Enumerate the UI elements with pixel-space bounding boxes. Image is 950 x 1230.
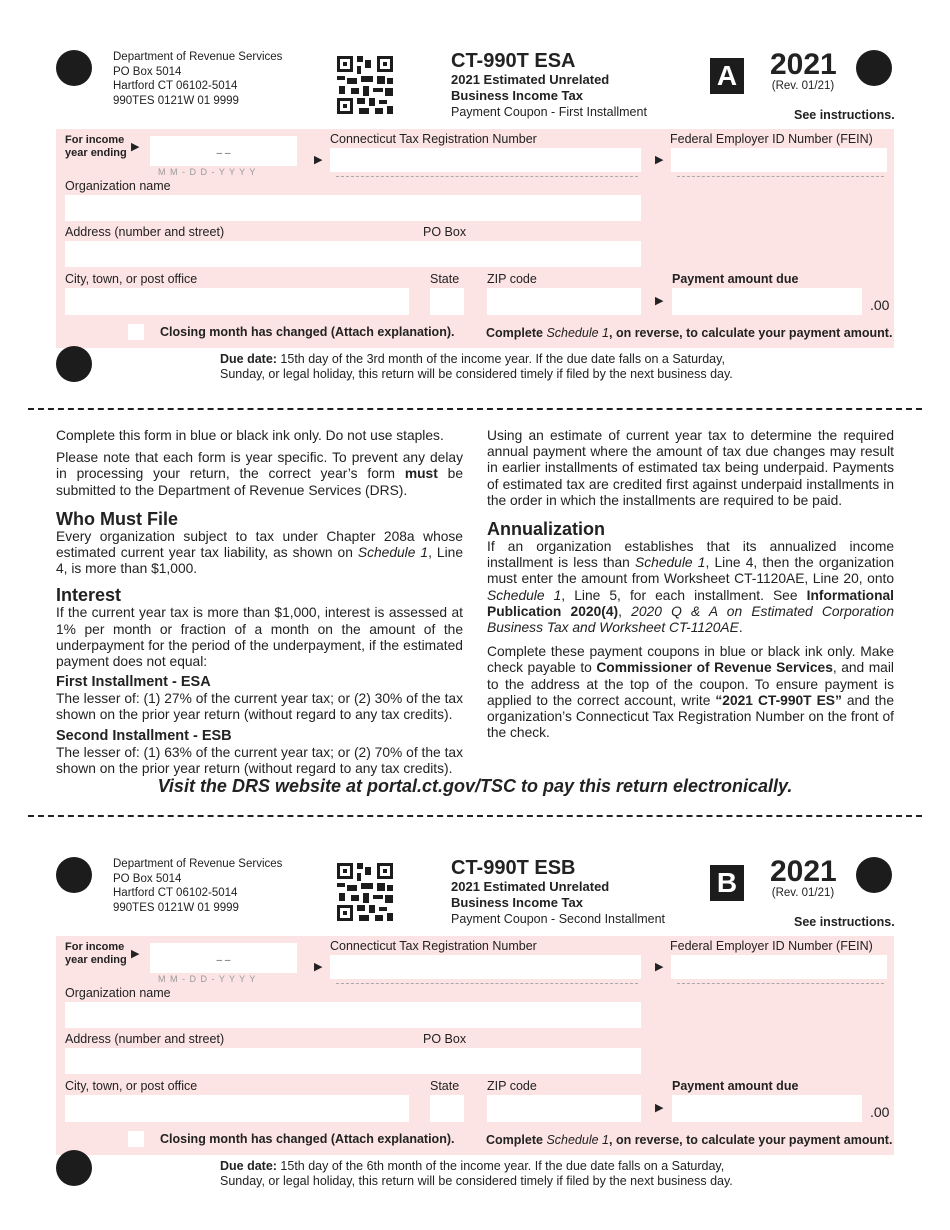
payment-amount-label: Payment amount due [672, 1079, 799, 1093]
visit-website-link[interactable]: Visit the DRS website at portal.ct.gov/TSC to pay this return electronically. [157, 776, 793, 796]
address-label: Address (number and street) [65, 225, 225, 239]
form-header [451, 50, 647, 120]
registration-dot [56, 50, 92, 86]
org-name-input[interactable] [65, 195, 641, 221]
payment-amount-input[interactable] [672, 288, 862, 315]
zip-input[interactable] [487, 1095, 641, 1122]
mailing-address [113, 857, 282, 915]
form-subtitle-2: Business Income Tax [451, 88, 583, 103]
state-input[interactable] [430, 288, 464, 315]
closing-month-checkbox[interactable] [128, 324, 144, 340]
fein-input[interactable] [671, 955, 887, 979]
state-label: State [430, 272, 460, 286]
income-year-label: For income year ending [65, 134, 127, 159]
field-underline [336, 983, 638, 984]
org-name-label: Organization name [65, 986, 171, 1000]
form-subtitle-2: Business Income Tax [451, 895, 583, 910]
city-label: City, town, or post office [65, 272, 198, 286]
form-header [451, 857, 665, 927]
address-input[interactable] [65, 1048, 641, 1074]
city-label: City, town, or post office [65, 1079, 198, 1093]
see-instructions: See instructions. [794, 915, 895, 929]
who-must-file-text: Every organization subject to tax under Chapter 208a whose estimated current year tax liability, as shown on Schedule 1, Line 4, is more than $1,000. [56, 528, 463, 577]
second-installment-text: The lesser of: (1) 63% of the current year tax; or (2) 70% of the tax shown on the prior year return (without regard to any tax credits). [56, 744, 463, 776]
fein-label: Federal Employer ID Number (FEIN) [670, 132, 873, 146]
form-title: CT-990T ESA [451, 50, 576, 72]
field-underline [336, 176, 638, 177]
field-underline [677, 983, 884, 984]
registration-dot [56, 346, 92, 382]
income-year-ending-input[interactable]: – – [150, 943, 297, 973]
arrow-icon: ▶ [655, 154, 664, 166]
closing-month-label: Closing month has changed (Attach explanation). [160, 325, 455, 339]
city-input[interactable] [65, 288, 409, 315]
cents-label: .00 [870, 1104, 890, 1120]
qr-code-icon [337, 863, 393, 921]
second-installment-heading: Second Installment - ESB [56, 727, 232, 744]
coupon-label: Payment Coupon - First Installment [451, 105, 647, 119]
arrow-icon: ▶ [131, 948, 140, 960]
year-block [770, 50, 836, 92]
form-code: 990TES 0121W 01 9999 [113, 94, 239, 107]
address-label: Address (number and street) [65, 1032, 225, 1046]
fein-input[interactable] [671, 148, 887, 172]
arrow-icon: ▶ [655, 1102, 664, 1114]
complete-schedule-note: Complete Schedule 1, on reverse, to calculate your payment amount. [486, 1133, 893, 1147]
who-must-file-heading: Who Must File [56, 508, 178, 529]
ink-note: Complete this form in blue or black ink only. Do not use staples. [56, 428, 444, 443]
state-input[interactable] [430, 1095, 464, 1122]
form-code: 990TES 0121W 01 9999 [113, 901, 239, 914]
annualization-heading: Annualization [487, 519, 605, 540]
registration-dot [56, 857, 92, 893]
year-block [770, 857, 836, 899]
date-format-hint: M M - D D - Y Y Y Y [158, 974, 257, 984]
cents-label: .00 [870, 297, 890, 313]
form-title: CT-990T ESB [451, 857, 576, 879]
date-format-hint: M M - D D - Y Y Y Y [158, 167, 257, 177]
tax-year: 2021 [770, 48, 837, 81]
interest-text: If the current year tax is more than $1,000, interest is assessed at 1% per month or fraction of a month on the amount of the underpayment for the period of the underpayment, if the estimated payment does not equal: [56, 605, 463, 670]
revision: (Rev. 01/21) [771, 887, 835, 899]
zip-label: ZIP code [487, 272, 537, 286]
coupon-letter-badge: B [710, 865, 744, 901]
po-box-address: PO Box 5014 [113, 872, 182, 885]
payment-amount-input[interactable] [672, 1095, 862, 1122]
org-name-label: Organization name [65, 179, 171, 193]
city-address: Hartford CT 06102-5014 [113, 80, 238, 92]
first-installment-heading: First Installment - ESA [56, 674, 211, 691]
fein-label: Federal Employer ID Number (FEIN) [670, 939, 873, 953]
registration-dot [56, 1150, 92, 1186]
payment-instructions: Complete these payment coupons in blue or black ink only. Make check payable to Commissioner of Revenue Services, and mail to the address at the top of the coupon. To ensure payment is applied to the correct account, write “2021 CT-990T ES” and the organization’s Connecticut Tax Registration Number on the front of the check. [487, 644, 894, 741]
org-name-input[interactable] [65, 1002, 641, 1028]
see-instructions: See instructions. [794, 108, 895, 122]
dept-name: Department of Revenue Services [113, 858, 283, 870]
arrow-icon: ▶ [131, 141, 140, 153]
field-underline [677, 176, 884, 177]
coupon-letter-badge: A [710, 58, 744, 94]
arrow-icon: ▶ [655, 961, 664, 973]
due-date-text: Due date: 15th day of the 3rd month of the income year. If the due date falls on a Saturday, Sunday, or legal holiday, this return will be considered timely if filed by the next business day. [220, 352, 733, 381]
zip-label: ZIP code [487, 1079, 537, 1093]
ct-reg-number-input[interactable] [330, 148, 641, 172]
year-specific-note: Please note that each form is year specific. To prevent any delay in processing your return, the correct year’s form must be submitted to the Department of Revenue Services (DRS). [56, 450, 463, 498]
coupon-b [0, 807, 950, 1217]
arrow-icon: ▶ [314, 961, 323, 973]
city-input[interactable] [65, 1095, 409, 1122]
closing-month-checkbox[interactable] [128, 1131, 144, 1147]
instructions-right [487, 428, 894, 741]
address-input[interactable] [65, 241, 641, 267]
po-box-address: PO Box 5014 [113, 65, 182, 78]
arrow-icon: ▶ [655, 295, 664, 307]
revision: (Rev. 01/21) [771, 80, 835, 92]
annualization-text: If an organization establishes that its annualized income installment is less than Schedule 1, Line 4, then the organization must enter the amount from Worksheet CT-1120AE, Line 20, onto Schedule 1, Line 5, for each installment. See Informational Publication 2020(4), 2020 Q & A on Estimated Corporation Business Tax and Worksheet CT-1120AE. [487, 539, 895, 636]
payment-amount-label: Payment amount due [672, 272, 799, 286]
state-label: State [430, 1079, 460, 1093]
interest-heading: Interest [56, 585, 122, 606]
first-installment-text: The lesser of: (1) 27% of the current year tax; or (2) 30% of the tax shown on the prior year return (without regard to any tax credits). [56, 691, 463, 723]
due-date-text: Due date: 15th day of the 6th month of the income year. If the due date falls on a Saturday, Sunday, or legal holiday, this return will be considered timely if filed by the next business day. [220, 1159, 733, 1188]
tax-year: 2021 [770, 855, 837, 888]
complete-schedule-note: Complete Schedule 1, on reverse, to calculate your payment amount. [486, 326, 893, 340]
cut-line [28, 408, 922, 410]
estimate-note: Using an estimate of current year tax to determine the required annual payment where the amount of tax due changes may result in earlier installments of estimated tax being underpaid. Payments of estimated tax are credited first against underpaid installments in the order in which the installments are required to be paid. [487, 428, 894, 508]
instructions-left [56, 428, 463, 777]
po-box-label: PO Box [423, 225, 467, 239]
dept-name: Department of Revenue Services [113, 51, 283, 63]
coupon-label: Payment Coupon - Second Installment [451, 912, 666, 926]
registration-dot [856, 50, 892, 86]
qr-code-icon [337, 56, 393, 114]
ct-reg-label: Connecticut Tax Registration Number [330, 939, 537, 953]
income-year-label: For income year ending [65, 941, 127, 966]
ct-reg-number-input[interactable] [330, 955, 641, 979]
mailing-address [113, 50, 282, 108]
coupon-a [0, 0, 950, 400]
ct-reg-label: Connecticut Tax Registration Number [330, 132, 537, 146]
zip-input[interactable] [487, 288, 641, 315]
registration-dot [856, 857, 892, 893]
po-box-label: PO Box [423, 1032, 467, 1046]
income-year-ending-input[interactable]: – – [150, 136, 297, 166]
city-address: Hartford CT 06102-5014 [113, 887, 238, 899]
closing-month-label: Closing month has changed (Attach explanation). [160, 1132, 455, 1146]
form-subtitle-1: 2021 Estimated Unrelated [451, 72, 610, 87]
arrow-icon: ▶ [314, 154, 323, 166]
form-subtitle-1: 2021 Estimated Unrelated [451, 879, 610, 894]
